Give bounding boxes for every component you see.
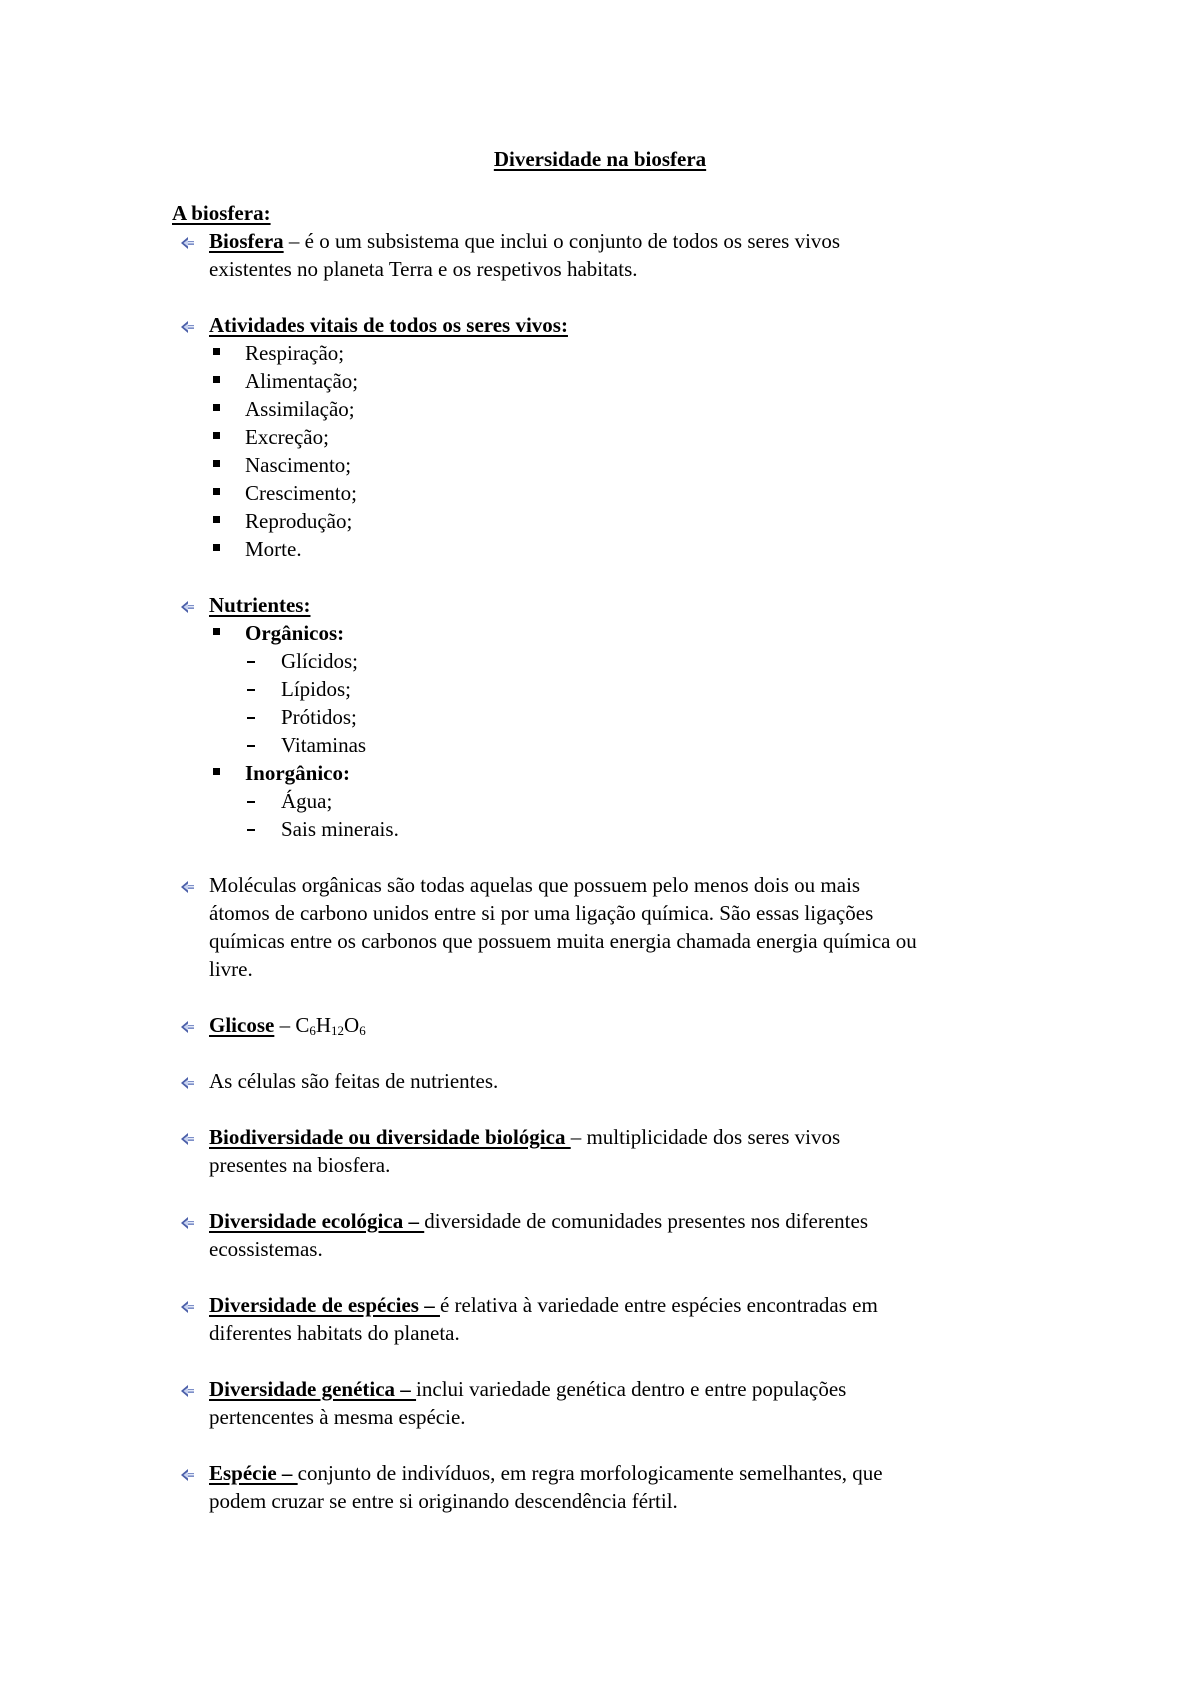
list-item: Lípidos;: [281, 677, 352, 701]
glicose-separator: –: [274, 1013, 296, 1037]
arrow-left-icon: [179, 599, 195, 615]
term-atividades: Atividades vitais de todos os seres vivos:: [209, 313, 568, 337]
list-item: Água;: [281, 789, 333, 813]
list-item: Nascimento;: [245, 453, 352, 477]
square-bullet-icon: [213, 404, 220, 411]
list-item: Respiração;: [245, 341, 345, 365]
list-item: Prótidos;: [281, 705, 357, 729]
div-ecologica-text-2: ecossistemas.: [209, 1237, 323, 1261]
moleculas-line-4: livre.: [209, 957, 253, 981]
biosfera-item: [209, 227, 840, 255]
list-item: Assimilação;: [245, 397, 355, 421]
dash-bullet-icon: [247, 717, 255, 719]
term-glicose: Glicose: [209, 1013, 275, 1037]
arrow-left-icon: [179, 1075, 195, 1091]
glucose-formula: $C_6H_{12}O_6$: [295, 1013, 366, 1038]
div-especies-text-1: é relativa à variedade entre espécies encontradas em: [439, 1293, 878, 1317]
especie-text-1: conjunto de indivíduos, em regra morfologicamente semelhantes, que: [297, 1461, 883, 1485]
square-bullet-icon: [213, 348, 220, 355]
arrow-left-icon: [179, 879, 195, 895]
square-bullet-icon: [213, 768, 220, 775]
list-item: Reprodução;: [245, 509, 353, 533]
term-especie: Espécie –: [209, 1461, 298, 1485]
arrow-left-icon: [179, 1467, 195, 1483]
biodiversidade-item: [209, 1123, 840, 1151]
term-diversidade-genetica: Diversidade genética –: [209, 1377, 417, 1401]
dash-bullet-icon: [247, 829, 255, 831]
square-bullet-icon: [213, 460, 220, 467]
list-item: Sais minerais.: [281, 817, 399, 841]
term-diversidade-especies: Diversidade de espécies –: [209, 1293, 440, 1317]
term-diversidade-ecologica: Diversidade ecológica –: [209, 1209, 425, 1233]
celulas-text: As células são feitas de nutrientes.: [209, 1069, 499, 1093]
term-nutrientes: Nutrientes:: [209, 593, 311, 617]
dash-bullet-icon: [247, 689, 255, 691]
section-heading: A biosfera:: [172, 201, 271, 225]
list-item: Excreção;: [245, 425, 329, 449]
dash-bullet-icon: [247, 745, 255, 747]
biosfera-text-2: existentes no planeta Terra e os respetivos habitats.: [209, 257, 638, 281]
div-especies-text-2: diferentes habitats do planeta.: [209, 1321, 460, 1345]
especie-text-2: podem cruzar se entre si originando descendência fértil.: [209, 1489, 678, 1513]
arrow-left-icon: [179, 319, 195, 335]
square-bullet-icon: [213, 544, 220, 551]
term-biosfera: Biosfera: [209, 229, 284, 253]
div-ecologica-item: [209, 1207, 868, 1235]
square-bullet-icon: [213, 488, 220, 495]
glicose-item: [209, 1011, 366, 1039]
arrow-left-icon: [179, 1215, 195, 1231]
biodiversidade-text-2: presentes na biosfera.: [209, 1153, 391, 1177]
square-bullet-icon: [213, 376, 220, 383]
list-item: Crescimento;: [245, 481, 357, 505]
arrow-left-icon: [179, 1383, 195, 1399]
div-genetica-text-1: inclui variedade genética dentro e entre populações: [416, 1377, 847, 1401]
arrow-left-icon: [179, 235, 195, 251]
organicos-label: Orgânicos:: [245, 621, 345, 645]
arrow-left-icon: [179, 1019, 195, 1035]
moleculas-line-2: átomos de carbono unidos entre si por uma ligação química. São essas ligações: [209, 901, 874, 925]
div-genetica-text-2: pertencentes à mesma espécie.: [209, 1405, 466, 1429]
moleculas-line-3: químicas entre os carbonos que possuem muita energia chamada energia química ou: [209, 929, 917, 953]
dash-bullet-icon: [247, 801, 255, 803]
moleculas-line-1: Moléculas orgânicas são todas aquelas que possuem pelo menos dois ou mais: [209, 873, 861, 897]
div-ecologica-text-1: diversidade de comunidades presentes nos diferentes: [424, 1209, 868, 1233]
square-bullet-icon: [213, 432, 220, 439]
biosfera-text-1: – é o um subsistema que inclui o conjunto de todos os seres vivos: [283, 229, 841, 253]
square-bullet-icon: [213, 516, 220, 523]
square-bullet-icon: [213, 628, 220, 635]
list-item: Morte.: [245, 537, 302, 561]
dash-bullet-icon: [247, 661, 255, 663]
term-biodiversidade: Biodiversidade ou diversidade biológica: [209, 1125, 571, 1149]
list-item: Vitaminas: [281, 733, 367, 757]
list-item: Alimentação;: [245, 369, 359, 393]
div-genetica-item: [209, 1375, 846, 1403]
inorganico-label: Inorgânico:: [245, 761, 350, 785]
page-title: Diversidade na biosfera: [493, 147, 707, 171]
biodiversidade-text-1: – multiplicidade dos seres vivos: [570, 1125, 841, 1149]
especie-item: [209, 1459, 883, 1487]
div-especies-item: [209, 1291, 878, 1319]
arrow-left-icon: [179, 1131, 195, 1147]
arrow-left-icon: [179, 1299, 195, 1315]
list-item: Glícidos;: [281, 649, 358, 673]
